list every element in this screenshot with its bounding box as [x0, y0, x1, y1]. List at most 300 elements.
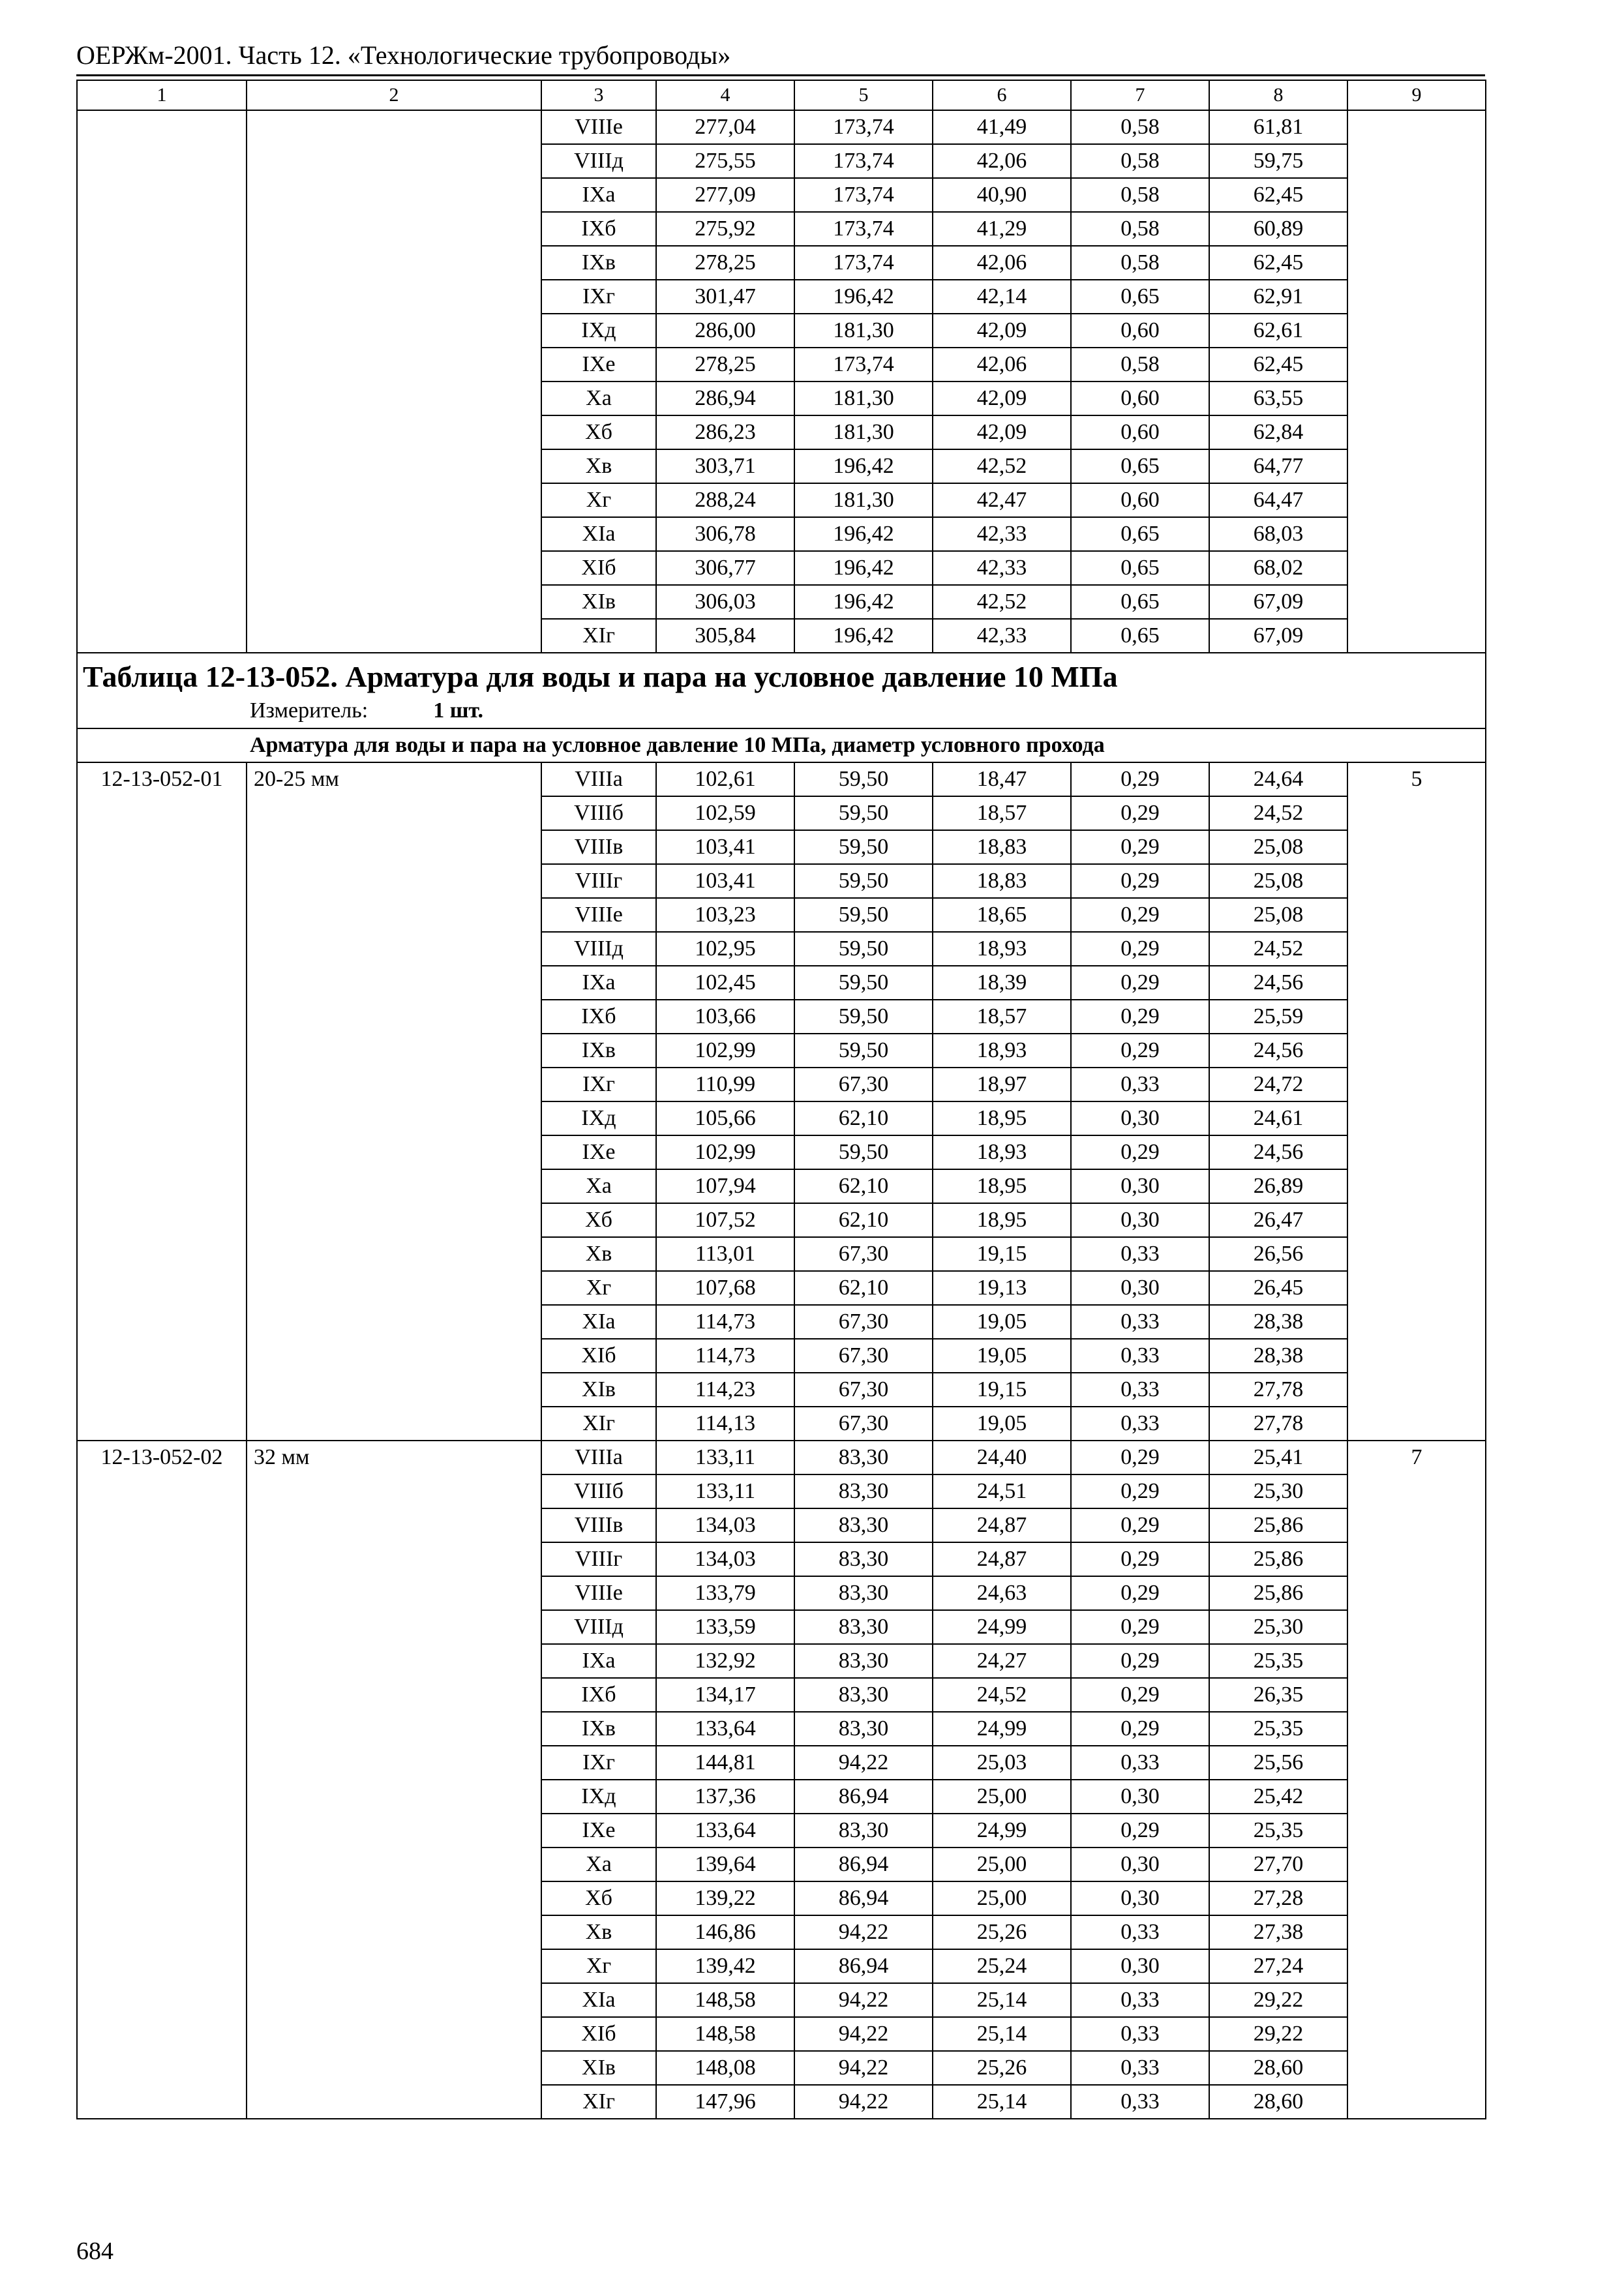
page-header	[76, 38, 1485, 80]
table-cell: 83,30	[794, 1474, 933, 1508]
column-number-cell: 6	[933, 80, 1071, 110]
table-cell: IXд	[541, 314, 656, 348]
table-cell: 59,50	[794, 762, 933, 796]
table-cell: 0,65	[1071, 585, 1209, 619]
table-cell: VIIIд	[541, 1610, 656, 1644]
table-cell: 59,50	[794, 864, 933, 898]
table-cell: 114,73	[656, 1305, 794, 1339]
table-cell: Xа	[541, 1848, 656, 1881]
table-cell: 62,45	[1209, 246, 1347, 280]
unit-value: 1 шт.	[433, 698, 484, 723]
table-title: Таблица 12-13-052. Арматура для воды и пара на условное давление 10 МПа	[83, 660, 1118, 693]
table-cell: IXе	[541, 1814, 656, 1848]
table-cell: 25,14	[933, 1983, 1071, 2017]
table-cell: IXа	[541, 1644, 656, 1678]
table-cell: 67,30	[794, 1407, 933, 1441]
table-cell: 25,86	[1209, 1542, 1347, 1576]
table-cell: 19,13	[933, 1271, 1071, 1305]
column-number-cell: 9	[1347, 80, 1486, 110]
table-cell: 0,33	[1071, 2085, 1209, 2119]
table-cell: 0,29	[1071, 830, 1209, 864]
table-cell: 113,01	[656, 1237, 794, 1271]
table-cell: 94,22	[794, 1915, 933, 1949]
table-subtitle: Арматура для воды и пара на условное давление 10 МПа, диаметр условного прохода	[77, 728, 1486, 762]
table-cell: XIв	[541, 585, 656, 619]
table-cell: 25,35	[1209, 1814, 1347, 1848]
unit-line	[83, 696, 1480, 725]
table-cell: 62,91	[1209, 280, 1347, 314]
column-number-cell: 2	[247, 80, 541, 110]
table-cell: 277,04	[656, 110, 794, 144]
table-cell: 64,77	[1209, 449, 1347, 483]
table-cell: VIIIб	[541, 1474, 656, 1508]
table-cell: 62,84	[1209, 415, 1347, 449]
table-cell: 107,68	[656, 1271, 794, 1305]
table-cell: 107,52	[656, 1203, 794, 1237]
table-cell: 134,03	[656, 1542, 794, 1576]
table-cell: 102,45	[656, 966, 794, 1000]
table-cell: 132,92	[656, 1644, 794, 1678]
table-cell: 148,58	[656, 1983, 794, 2017]
table-cell: 18,93	[933, 932, 1071, 966]
table-cell: 133,64	[656, 1712, 794, 1746]
table-cell: 134,03	[656, 1508, 794, 1542]
table-cell: 139,64	[656, 1848, 794, 1881]
table-cell: 25,30	[1209, 1474, 1347, 1508]
table-cell: 25,03	[933, 1746, 1071, 1780]
table-cell: 25,00	[933, 1881, 1071, 1915]
table-cell: 0,58	[1071, 178, 1209, 212]
table-cell: XIа	[541, 1983, 656, 2017]
table-cell: 107,94	[656, 1169, 794, 1203]
table-cell: 0,29	[1071, 1441, 1209, 1474]
table-cell: 0,30	[1071, 1949, 1209, 1983]
table-cell: 181,30	[794, 415, 933, 449]
table-cell: 196,42	[794, 280, 933, 314]
table-cell: 25,35	[1209, 1712, 1347, 1746]
table-cell: 27,28	[1209, 1881, 1347, 1915]
table-cell: 19,05	[933, 1305, 1071, 1339]
table-cell: 25,30	[1209, 1610, 1347, 1644]
table-cell: 94,22	[794, 2017, 933, 2051]
table-cell: 303,71	[656, 449, 794, 483]
table-cell: 102,99	[656, 1034, 794, 1068]
table-cell: 305,84	[656, 619, 794, 653]
table-cell: VIIIб	[541, 796, 656, 830]
table-cell: Xв	[541, 449, 656, 483]
table-cell: 83,30	[794, 1644, 933, 1678]
table-cell: 103,66	[656, 1000, 794, 1034]
table-cell: 63,55	[1209, 382, 1347, 415]
table-cell: IXе	[541, 348, 656, 382]
table-cell: IXг	[541, 1068, 656, 1101]
column-number-cell: 5	[794, 80, 933, 110]
table-cell: 42,33	[933, 619, 1071, 653]
table-cell: XIг	[541, 2085, 656, 2119]
table-cell: XIг	[541, 619, 656, 653]
table-cell: 18,95	[933, 1169, 1071, 1203]
table-cell: 24,72	[1209, 1068, 1347, 1101]
table-cell: 139,22	[656, 1881, 794, 1915]
table-cell: 26,35	[1209, 1678, 1347, 1712]
table-cell: 27,78	[1209, 1407, 1347, 1441]
table-cell: 18,95	[933, 1203, 1071, 1237]
table-cell: XIг	[541, 1407, 656, 1441]
table-cell: XIб	[541, 2017, 656, 2051]
table-title-row	[77, 653, 1486, 728]
table-title-cell	[77, 653, 1486, 728]
table-cell: 286,94	[656, 382, 794, 415]
table-row	[77, 110, 1486, 144]
continuation-code-cell	[77, 110, 247, 653]
table-cell: 306,77	[656, 551, 794, 585]
table-cell: IXб	[541, 1000, 656, 1034]
table-cell: 173,74	[794, 178, 933, 212]
table-cell: 18,93	[933, 1135, 1071, 1169]
table-cell: 25,86	[1209, 1576, 1347, 1610]
table-cell: 27,38	[1209, 1915, 1347, 1949]
table-cell: 67,09	[1209, 619, 1347, 653]
table-cell: 0,60	[1071, 483, 1209, 517]
table-cell: 278,25	[656, 246, 794, 280]
table-cell: 60,89	[1209, 212, 1347, 246]
table-cell: 83,30	[794, 1678, 933, 1712]
table-row	[77, 762, 1486, 796]
table-cell: 42,33	[933, 517, 1071, 551]
table-cell: 0,29	[1071, 1610, 1209, 1644]
table-cell: 0,65	[1071, 551, 1209, 585]
table-cell: 27,24	[1209, 1949, 1347, 1983]
table-cell: 42,09	[933, 415, 1071, 449]
table-cell: XIа	[541, 517, 656, 551]
table-cell: 110,99	[656, 1068, 794, 1101]
table-cell: 67,30	[794, 1237, 933, 1271]
table-cell: 24,52	[1209, 932, 1347, 966]
table-cell: 196,42	[794, 619, 933, 653]
table-cell: 86,94	[794, 1881, 933, 1915]
table-subtitle-row	[77, 728, 1486, 762]
table-cell: 83,30	[794, 1508, 933, 1542]
table-cell: 27,70	[1209, 1848, 1347, 1881]
table-cell: 25,56	[1209, 1746, 1347, 1780]
table-cell: 0,65	[1071, 449, 1209, 483]
table-cell: 0,29	[1071, 864, 1209, 898]
table-cell: 0,58	[1071, 110, 1209, 144]
column-number-cell: 8	[1209, 80, 1347, 110]
table-cell: IXг	[541, 280, 656, 314]
table-cell: 18,65	[933, 898, 1071, 932]
table-cell: 114,23	[656, 1373, 794, 1407]
table-cell: 0,58	[1071, 246, 1209, 280]
table-cell: IXе	[541, 1135, 656, 1169]
table-cell: 61,81	[1209, 110, 1347, 144]
table-cell: 0,33	[1071, 1407, 1209, 1441]
table-cell: 0,29	[1071, 1000, 1209, 1034]
table-cell: 25,08	[1209, 830, 1347, 864]
table-body	[77, 80, 1486, 2119]
table-cell: 0,30	[1071, 1848, 1209, 1881]
table-cell: 18,83	[933, 864, 1071, 898]
table-cell: 275,92	[656, 212, 794, 246]
table-cell: VIIIе	[541, 1576, 656, 1610]
table-cell: 0,30	[1071, 1271, 1209, 1305]
table-cell: 25,41	[1209, 1441, 1347, 1474]
table-cell: 148,08	[656, 2051, 794, 2085]
column-number-cell: 4	[656, 80, 794, 110]
table-row	[77, 1441, 1486, 1474]
table-cell: 29,22	[1209, 1983, 1347, 2017]
table-cell: 64,47	[1209, 483, 1347, 517]
table-cell: 105,66	[656, 1101, 794, 1135]
header-rule-thick	[76, 74, 1485, 76]
table-cell: 0,33	[1071, 2017, 1209, 2051]
table-cell: 59,50	[794, 830, 933, 864]
table-cell: 0,33	[1071, 1237, 1209, 1271]
table-cell: 181,30	[794, 382, 933, 415]
table-cell: 196,42	[794, 585, 933, 619]
table-cell: 42,52	[933, 449, 1071, 483]
table-cell: 26,45	[1209, 1271, 1347, 1305]
table-cell: 0,29	[1071, 1542, 1209, 1576]
table-cell: 133,64	[656, 1814, 794, 1848]
table-cell: IXв	[541, 1034, 656, 1068]
table-cell: IXб	[541, 1678, 656, 1712]
table-cell: 196,42	[794, 517, 933, 551]
rate-code: 12-13-052-01	[77, 762, 247, 1441]
table-cell: 26,56	[1209, 1237, 1347, 1271]
table-cell: 59,50	[794, 932, 933, 966]
table-cell: 28,60	[1209, 2051, 1347, 2085]
table-cell: 24,52	[1209, 796, 1347, 830]
table-cell: 28,38	[1209, 1339, 1347, 1373]
table-cell: 286,00	[656, 314, 794, 348]
rate-code: 12-13-052-02	[77, 1441, 247, 2119]
table-cell: 102,59	[656, 796, 794, 830]
table-cell: 173,74	[794, 348, 933, 382]
table-cell: 25,26	[933, 1915, 1071, 1949]
table-cell: 42,06	[933, 246, 1071, 280]
table-cell: VIIIг	[541, 864, 656, 898]
table-cell: 275,55	[656, 144, 794, 178]
table-cell: VIIIе	[541, 110, 656, 144]
table-cell: 25,00	[933, 1848, 1071, 1881]
table-cell: 301,47	[656, 280, 794, 314]
table-cell: 27,78	[1209, 1373, 1347, 1407]
table-cell: 42,09	[933, 382, 1071, 415]
table-cell: 24,64	[1209, 762, 1347, 796]
table-cell: 19,05	[933, 1339, 1071, 1373]
table-cell: 0,65	[1071, 517, 1209, 551]
table-cell: 83,30	[794, 1441, 933, 1474]
table-cell: 59,50	[794, 796, 933, 830]
table-cell: 133,79	[656, 1576, 794, 1610]
table-cell: VIIIа	[541, 1441, 656, 1474]
table-cell: 0,29	[1071, 796, 1209, 830]
column-number-cell: 3	[541, 80, 656, 110]
table-cell: 306,78	[656, 517, 794, 551]
table-cell: 133,11	[656, 1441, 794, 1474]
table-cell: 67,30	[794, 1068, 933, 1101]
table-cell: IXв	[541, 1712, 656, 1746]
column-number-row	[77, 80, 1486, 110]
table-cell: 0,60	[1071, 314, 1209, 348]
table-cell: 59,50	[794, 1034, 933, 1068]
table-cell: 59,50	[794, 1000, 933, 1034]
table-cell: 94,22	[794, 2085, 933, 2119]
table-cell: 24,56	[1209, 1135, 1347, 1169]
table-cell: 137,36	[656, 1780, 794, 1814]
table-cell: 114,73	[656, 1339, 794, 1373]
table-cell: 0,33	[1071, 1915, 1209, 1949]
table-cell: 0,60	[1071, 382, 1209, 415]
table-cell: 42,06	[933, 348, 1071, 382]
table-cell: XIв	[541, 1373, 656, 1407]
table-cell: 25,59	[1209, 1000, 1347, 1034]
table-cell: 59,50	[794, 1135, 933, 1169]
table-cell: 83,30	[794, 1542, 933, 1576]
table-cell: 102,95	[656, 932, 794, 966]
header-title: ОЕРЖм-2001. Часть 12. «Технологические трубопроводы»	[76, 40, 731, 70]
table-cell: 133,59	[656, 1610, 794, 1644]
table-cell: Xг	[541, 483, 656, 517]
table-cell: 148,58	[656, 2017, 794, 2051]
table-cell: 173,74	[794, 110, 933, 144]
table-cell: 40,90	[933, 178, 1071, 212]
table-cell: 28,38	[1209, 1305, 1347, 1339]
table-cell: 26,47	[1209, 1203, 1347, 1237]
table-cell: 28,60	[1209, 2085, 1347, 2119]
table-cell: 24,56	[1209, 966, 1347, 1000]
table-cell: 18,93	[933, 1034, 1071, 1068]
table-cell: 86,94	[794, 1780, 933, 1814]
table-cell: Xв	[541, 1915, 656, 1949]
table-cell: 0,30	[1071, 1101, 1209, 1135]
table-cell: IXб	[541, 212, 656, 246]
table-cell: 144,81	[656, 1746, 794, 1780]
table-cell: 42,47	[933, 483, 1071, 517]
rate-description: 32 мм	[247, 1441, 541, 2119]
table-cell: 68,02	[1209, 551, 1347, 585]
table-cell: 19,05	[933, 1407, 1071, 1441]
table-cell: 0,29	[1071, 898, 1209, 932]
table-cell: 86,94	[794, 1949, 933, 1983]
table-cell: 277,09	[656, 178, 794, 212]
table-cell: 0,33	[1071, 2051, 1209, 2085]
table-cell: 25,08	[1209, 864, 1347, 898]
table-cell: 0,29	[1071, 1034, 1209, 1068]
table-cell: 42,06	[933, 144, 1071, 178]
table-cell: 134,17	[656, 1678, 794, 1712]
table-cell: 67,30	[794, 1373, 933, 1407]
table-cell: 0,29	[1071, 1644, 1209, 1678]
table-cell: 0,29	[1071, 1508, 1209, 1542]
table-cell: 0,29	[1071, 762, 1209, 796]
table-cell: 67,09	[1209, 585, 1347, 619]
table-cell: 288,24	[656, 483, 794, 517]
table-cell: Xб	[541, 1881, 656, 1915]
table-cell: 0,30	[1071, 1169, 1209, 1203]
table-cell: IXа	[541, 966, 656, 1000]
table-cell: 0,33	[1071, 1373, 1209, 1407]
table-cell: VIIIа	[541, 762, 656, 796]
table-cell: 25,42	[1209, 1780, 1347, 1814]
table-cell: 18,83	[933, 830, 1071, 864]
table-cell: 102,61	[656, 762, 794, 796]
table-cell: 0,30	[1071, 1881, 1209, 1915]
table-cell: 67,30	[794, 1339, 933, 1373]
table-cell: Xб	[541, 1203, 656, 1237]
column-number-cell: 7	[1071, 80, 1209, 110]
table-cell: 18,95	[933, 1101, 1071, 1135]
table-cell: 24,52	[933, 1678, 1071, 1712]
table-cell: 83,30	[794, 1576, 933, 1610]
table-cell: 114,13	[656, 1407, 794, 1441]
table-cell: VIIIд	[541, 144, 656, 178]
table-cell: 0,30	[1071, 1203, 1209, 1237]
table-cell: 62,61	[1209, 314, 1347, 348]
table-cell: 0,33	[1071, 1339, 1209, 1373]
table-cell: 24,56	[1209, 1034, 1347, 1068]
rate-col9: 5	[1347, 762, 1486, 1441]
continuation-desc-cell	[247, 110, 541, 653]
table-cell: 18,47	[933, 762, 1071, 796]
table-cell: 0,33	[1071, 1746, 1209, 1780]
table-cell: Xб	[541, 415, 656, 449]
table-cell: 0,29	[1071, 1712, 1209, 1746]
table-cell: 286,23	[656, 415, 794, 449]
table-cell: 181,30	[794, 483, 933, 517]
table-cell: 0,58	[1071, 212, 1209, 246]
table-cell: 102,99	[656, 1135, 794, 1169]
table-cell: 62,10	[794, 1271, 933, 1305]
continuation-col9-cell	[1347, 110, 1486, 653]
table-cell: 25,14	[933, 2085, 1071, 2119]
table-cell: XIб	[541, 1339, 656, 1373]
table-cell: XIа	[541, 1305, 656, 1339]
table-cell: 24,99	[933, 1814, 1071, 1848]
table-cell: 24,61	[1209, 1101, 1347, 1135]
table-cell: IXв	[541, 246, 656, 280]
table-cell: 0,29	[1071, 1576, 1209, 1610]
table-cell: 94,22	[794, 2051, 933, 2085]
table-cell: 24,87	[933, 1542, 1071, 1576]
table-cell: 86,94	[794, 1848, 933, 1881]
table-cell: 196,42	[794, 551, 933, 585]
table-cell: 0,33	[1071, 1983, 1209, 2017]
table-cell: 133,11	[656, 1474, 794, 1508]
table-cell: 0,29	[1071, 1814, 1209, 1848]
table-cell: 0,29	[1071, 1474, 1209, 1508]
table-cell: 103,23	[656, 898, 794, 932]
table-cell: 173,74	[794, 144, 933, 178]
table-cell: 25,86	[1209, 1508, 1347, 1542]
rate-description: 20-25 мм	[247, 762, 541, 1441]
table-cell: IXа	[541, 178, 656, 212]
table-cell: 25,14	[933, 2017, 1071, 2051]
table-cell: 25,24	[933, 1949, 1071, 1983]
table-cell: 42,33	[933, 551, 1071, 585]
table-cell: 42,09	[933, 314, 1071, 348]
table-cell: 62,10	[794, 1169, 933, 1203]
table-cell: 0,29	[1071, 1135, 1209, 1169]
table-cell: 67,30	[794, 1305, 933, 1339]
table-cell: 83,30	[794, 1814, 933, 1848]
table-cell: 25,26	[933, 2051, 1071, 2085]
table-cell: 26,89	[1209, 1169, 1347, 1203]
page-number: 684	[76, 2237, 113, 2265]
table-cell: VIIIв	[541, 830, 656, 864]
table-cell: 173,74	[794, 246, 933, 280]
